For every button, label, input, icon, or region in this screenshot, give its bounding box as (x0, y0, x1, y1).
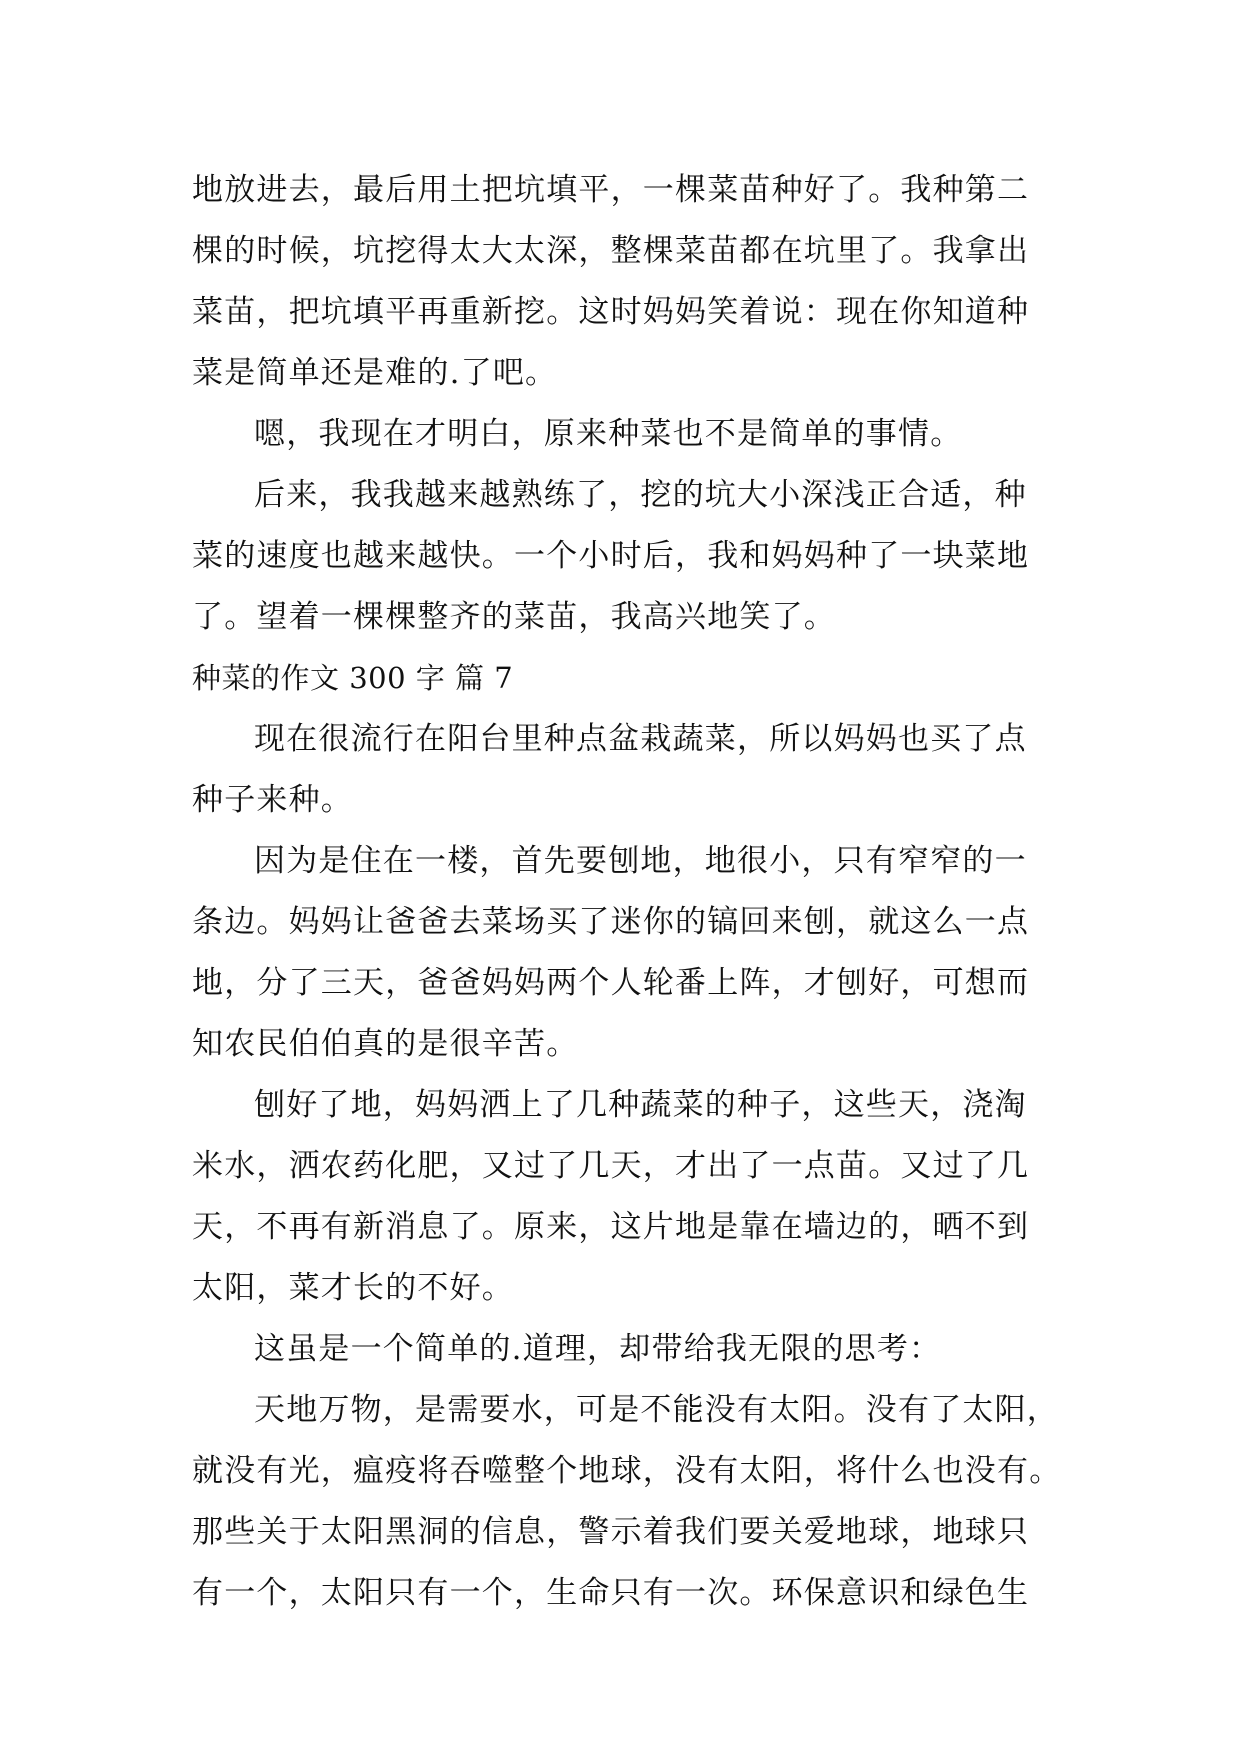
paragraph-7 (192, 1319, 1054, 1380)
paragraph-3 (192, 465, 1054, 648)
paragraph-4 (192, 709, 1054, 831)
text-line: 菜是简单还是难的.了吧。 (192, 355, 558, 391)
text-line: 菜苗，把坑填平再重新挖。这时妈妈笑着说：现在你知道种 (192, 294, 1030, 330)
text-line: 条边。妈妈让爸爸去菜场买了迷你的镐回来刨，就这么一点 (192, 904, 1030, 940)
text-line: 棵的时候，坑挖得太大太深，整棵菜苗都在坑里了。我拿出 (192, 233, 1030, 269)
text-line: 了。望着一棵棵整齐的菜苗，我高兴地笑了。 (192, 599, 836, 635)
section-heading (192, 648, 1054, 709)
text-line: 刨好了地，妈妈洒上了几种蔬菜的种子，这些天，浇淘 (254, 1087, 1027, 1123)
text-line: 那些关于太阳黑洞的信息，警示着我们要关爱地球，地球只 (192, 1514, 1030, 1550)
paragraph-1 (192, 160, 1054, 404)
text-line: 地放进去，最后用土把坑填平，一棵菜苗种好了。我种第二 (192, 172, 1030, 208)
text-line: 这虽是一个简单的.道理，却带给我无限的思考： (254, 1331, 942, 1367)
text-line: 米水，洒农药化肥，又过了几天，才出了一点苗。又过了几 (192, 1148, 1030, 1184)
text-line: 太阳，菜才长的不好。 (192, 1270, 514, 1306)
text-line: 因为是住在一楼，首先要刨地，地很小，只有窄窄的一 (254, 843, 1027, 879)
text-line: 种子来种。 (192, 782, 353, 818)
document-page (192, 160, 1062, 1624)
paragraph-5 (192, 831, 1054, 1075)
text-line: 后来，我我越来越熟练了，挖的坑大小深浅正合适，种 (254, 477, 1027, 513)
text-line: 现在很流行在阳台里种点盆栽蔬菜，所以妈妈也买了点 (254, 721, 1027, 757)
section-title: 种菜的作文 300 字 篇 7 (192, 661, 514, 695)
text-line: 有一个，太阳只有一个，生命只有一次。环保意识和绿色生 (192, 1575, 1030, 1611)
text-line: 天地万物，是需要水，可是不能没有太阳。没有了太阳， (254, 1392, 1059, 1428)
text-line: 知农民伯伯真的是很辛苦。 (192, 1026, 579, 1062)
text-line: 菜的速度也越来越快。一个小时后，我和妈妈种了一块菜地 (192, 538, 1030, 574)
text-line: 地，分了三天，爸爸妈妈两个人轮番上阵，才刨好，可想而 (192, 965, 1030, 1001)
paragraph-8 (192, 1380, 1062, 1624)
paragraph-2 (192, 404, 1054, 465)
paragraph-6 (192, 1075, 1054, 1319)
text-line: 天，不再有新消息了。原来，这片地是靠在墙边的，晒不到 (192, 1209, 1030, 1245)
text-line: 就没有光，瘟疫将吞噬整个地球，没有太阳，将什么也没有。 (192, 1453, 1062, 1489)
text-line: 嗯，我现在才明白，原来种菜也不是简单的事情。 (254, 416, 963, 452)
